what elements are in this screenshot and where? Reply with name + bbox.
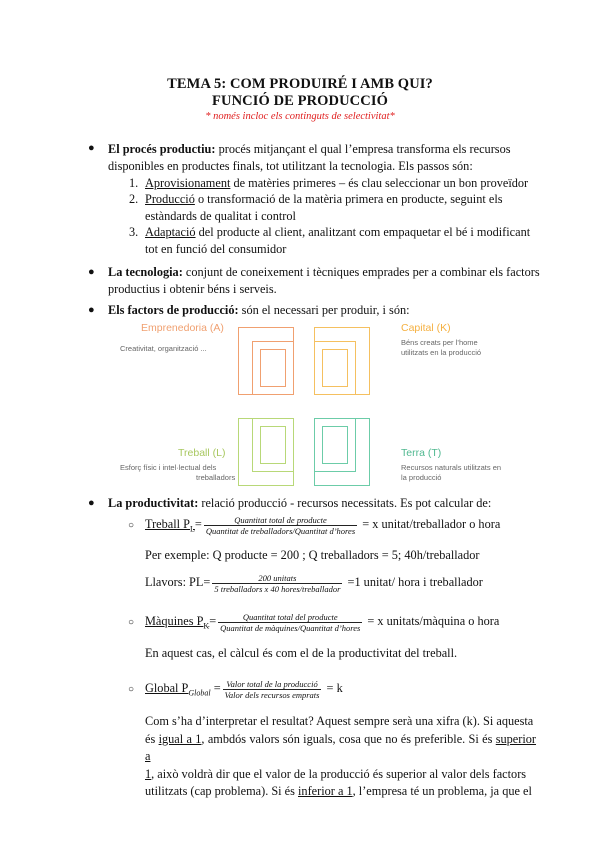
step-item [145, 224, 536, 258]
formula-llavors [145, 568, 545, 596]
llavors-pre: Llavors: PL= [145, 575, 211, 589]
bullet-dot: ● [88, 304, 95, 316]
interp-line3 [145, 766, 536, 784]
formula-treball [145, 510, 545, 543]
step-item [145, 191, 536, 225]
formula-eq: = [210, 681, 221, 695]
formula-fraction [204, 515, 357, 536]
interp-underline: 1 [145, 766, 152, 781]
page-subtitle: FUNCIÓ DE PRODUCCIÓ [212, 93, 388, 109]
formula-eq: = [209, 614, 217, 628]
proces-text-line1: procés mitjançant el qual l’empresa transforma els recursos [215, 142, 511, 156]
factor-emprenedoria-desc: Creativitat, organització ... [120, 344, 207, 353]
interp-text: , això voldrà dir que el valor de la producció és superior al valor dels factors [151, 766, 527, 781]
fraction-numerator: Quantitat total del producte [218, 612, 362, 623]
interp-line1: Com s’ha d’interpretar el resultat? Aquest sempre serà una xifra (k). Si aquesta [145, 714, 534, 728]
fraction-denominator: Quantitat de màquines/Quantitat d’hores [220, 622, 361, 633]
hollow-bullet: ○ [128, 684, 135, 695]
factors-label: Els factors de producció: [108, 303, 239, 317]
formula-sub: Global [188, 688, 211, 698]
interp-text: , l’empresa té un problema, ja que el [352, 784, 532, 798]
page-title: TEMA 5: COM PRODUIRÉ I AMB QUI? [167, 76, 433, 92]
bullet-dot: ● [88, 266, 95, 278]
formula-global [145, 674, 545, 707]
aquest-cas-text: En aquest cas, el càlcul és com el de la productivitat del treball. [145, 646, 458, 660]
interp-underline: igual a 1 [158, 731, 202, 746]
factor-capital-desc2: utilitzats en la producció [401, 348, 482, 357]
productivitat-text: relació producció - recursos necessitats. Es pot calcular de: [198, 496, 492, 510]
step-text-line2: tot en funció del consumidor [145, 242, 287, 256]
step-number: 3. [129, 225, 139, 239]
interp-line4 [145, 783, 536, 801]
interpretacio-paragraph [145, 713, 536, 801]
fraction-denominator: 5 treballadors x 40 hores/treballador [214, 583, 341, 594]
tecnologia-paragraph [108, 264, 540, 298]
tecnologia-text-line1: conjunt de coneixement i tècniques emprades per a combinar els factors [182, 265, 540, 279]
factor-terra-label: Terra (T) [401, 447, 442, 459]
fraction-numerator: Valor total de la producció [223, 679, 322, 690]
formula-name: Màquines P [145, 614, 204, 628]
factor-capital-label: Capital (K) [401, 322, 451, 334]
formula-result: = x unitat/treballador o hora [359, 517, 501, 531]
proces-paragraph [108, 141, 536, 175]
formula-fraction [223, 679, 322, 700]
step-number: 1. [129, 176, 139, 190]
bullet-dot: ● [88, 497, 95, 509]
factor-treball-desc2: treballadors [196, 473, 236, 482]
interp-text: , ambdós valors són iguals, cosa que no és preferible. Si és [201, 731, 496, 746]
interp-underline: inferior a 1 [298, 784, 353, 798]
llavors-post: =1 unitat/ hora i treballador [344, 575, 483, 589]
step-text: o transformació de la matèria primera en producte, seguint els [194, 192, 503, 206]
factor-terra-core [322, 426, 348, 464]
factor-treball-label: Treball (L) [178, 447, 226, 459]
fraction-numerator: 200 unitats [212, 573, 342, 584]
formula-result: = k [323, 681, 343, 695]
step-text: de matèries primeres – és clau seleccionar un bon proveïdor [230, 176, 529, 190]
hollow-bullet: ○ [128, 617, 135, 628]
factor-treball-desc1: Esforç físic i intel·lectual dels [120, 463, 217, 472]
factor-treball-core [260, 426, 286, 464]
formula-result: = x unitats/màquina o hora [364, 614, 500, 628]
interp-underline: superior a [145, 731, 537, 763]
exemple-text: Per exemple: Q producte = 200 ; Q treballadors = 5; 40h/treballador [145, 548, 480, 562]
step-text-line2: estàndards de qualitat i control [145, 209, 296, 223]
bullet-dot: ● [88, 142, 95, 154]
formula-sub: L [190, 524, 195, 534]
productivitat-label: La productivitat: [108, 496, 199, 510]
factor-emprenedoria-label: Emprenedoria (A) [141, 322, 224, 334]
hollow-bullet: ○ [128, 520, 135, 531]
factor-capital-desc1: Béns creats per l’home [401, 338, 478, 347]
step-term: Aprovisionament [145, 176, 231, 190]
formula-fraction [218, 612, 362, 633]
tecnologia-text-line2: productius i obtenir béns i serveis. [108, 282, 277, 296]
fraction-numerator: Quantitat total de producte [204, 515, 357, 526]
step-term: Producció [145, 192, 195, 206]
interp-text: és [145, 731, 159, 746]
factor-terra-desc2: la producció [401, 473, 442, 482]
interp-line2 [145, 731, 536, 766]
step-term: Adaptació [145, 225, 196, 239]
proces-label: El procés productiu: [108, 142, 216, 156]
step-item [145, 175, 536, 192]
proces-text-line2: disponibles en productes finals, tot utilitzant la tecnologia. Els passos són: [108, 159, 473, 173]
step-number: 2. [129, 192, 139, 206]
formula-fraction [212, 573, 342, 594]
factor-terra-desc1: Recursos naturals utilitzats en [401, 463, 502, 472]
factors-paragraph [108, 302, 540, 319]
formula-name: Global P [145, 681, 189, 695]
interp-text: utilitzats (cap problema). Si és [145, 784, 298, 798]
fraction-denominator: Valor dels recursos emprats [224, 689, 320, 700]
selectivitat-note: * només incloc els continguts de selectivitat* [205, 111, 395, 122]
formula-maquines [145, 607, 545, 640]
factors-text: són el necessari per produir, i són: [238, 303, 410, 317]
formula-sub: K [203, 621, 210, 631]
fraction-denominator: Quantitat de treballadors/Quantitat d’hores [205, 525, 356, 536]
formula-name: Treball P [145, 517, 190, 531]
tecnologia-label: La tecnologia: [108, 265, 183, 279]
factor-capital-core [322, 349, 348, 387]
factor-emprenedoria-core [260, 349, 286, 387]
step-text: del producte al client, analitzant com empaquetar el bé i modificant [195, 225, 531, 239]
formula-eq: = [194, 517, 202, 531]
